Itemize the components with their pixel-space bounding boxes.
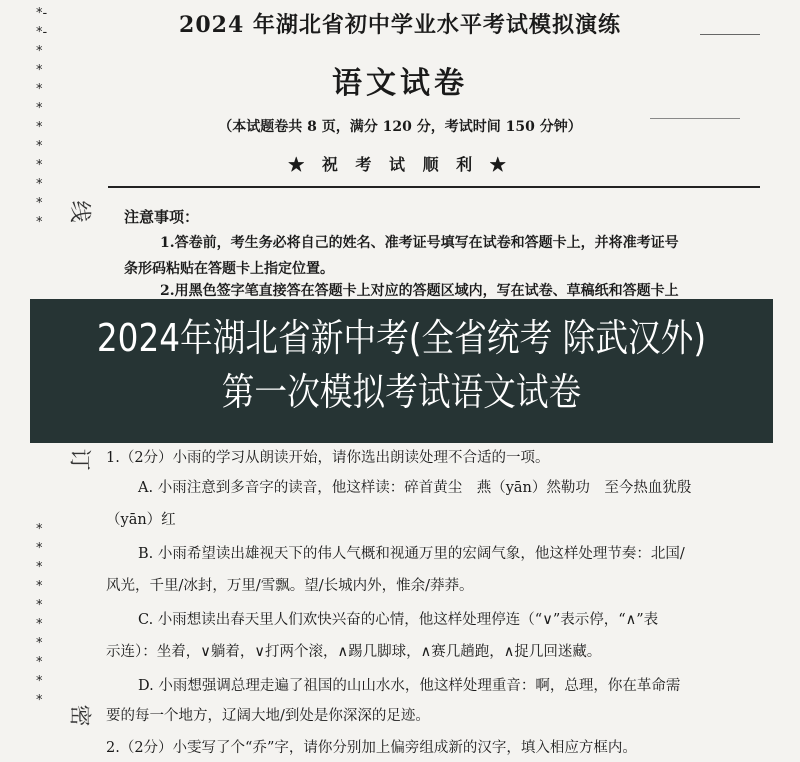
question-1-option-a-cont: （yān）红 [106,512,176,528]
question-1-option-d-cont: 要的每一个地方，辽阔大地/到处是你深深的足迹。 [106,708,430,724]
question-1-option-c: C. 小雨想读出春天里人们欢快兴奋的心情，他这样处理停连（“∨”表示停，“∧”表 [138,612,659,628]
title-underline [700,34,760,35]
notice-item-1: 1.答卷前，考生务必将自己的姓名、准考证号填写在试卷和答题卡上，并将准考证号 [160,235,679,251]
binding-stars-bottom: ********** [36,522,43,708]
exam-info: （本试题卷共 8 页，满分 120 分，考试时间 150 分钟） [218,119,582,135]
question-1-option-c-cont: 示连）：坐着，∨躺着，∨打两个滚，∧踢几脚球，∧赛几趟跑，∧捉几回迷藏。 [106,644,602,660]
binding-char-order: 订 [66,448,92,471]
binding-stars-top: *-*-********** [36,6,48,230]
header-divider [108,186,760,188]
question-1-option-b-cont: 风光，千里/冰封，万里/雪飘。望/长城内外，惟余/莽莽。 [106,578,474,594]
notice-item-1-cont: 条形码粘贴在答题卡上指定位置。 [124,261,334,277]
notice-item-2: 2.用黑色签字笔直接答在答题卡上对应的答题区域内，写在试卷、草稿纸和答题卡上 [160,283,679,299]
question-1-option-a: A. 小雨注意到多音字的读音，他这样读：碎首黄尘 燕（yān）然勒功 至今热血犹殷 [138,480,692,496]
binding-char-line: 线 [66,200,92,223]
overlay-title-line-1: 2024年湖北省新中考(全省统考 除武汉外) [96,316,707,360]
paper-title: 语文试卷 [332,66,468,101]
question-1-option-b: B. 小雨希望读出雄视天下的伟人气概和视通万里的宏阔气象，他这样处理节奏：北国/ [138,546,685,562]
good-luck-banner: ★ 祝 考 试 顺 利 ★ [288,155,512,174]
binding-char-seal: 密 [66,704,92,727]
overlay-title-line-2: 第一次模拟考试语文试卷 [221,370,582,414]
question-1-stem: 1.（2分）小雨的学习从朗读开始，请你选出朗读处理不合适的一项。 [106,450,550,466]
notice-title: 注意事项： [124,208,200,226]
info-underline [650,118,740,119]
question-1-option-d: D. 小雨想强调总理走遍了祖国的山山水水，他这样处理重音：啊，总理，你在革命需 [138,678,681,694]
exam-title: 2024 年湖北省初中学业水平考试模拟演练 [179,12,621,38]
question-2-stem: 2.（2分）小雯写了个“乔”字，请你分别加上偏旁组成新的汉字，填入相应方框内。 [106,740,637,756]
title-overlay-banner [30,299,773,443]
